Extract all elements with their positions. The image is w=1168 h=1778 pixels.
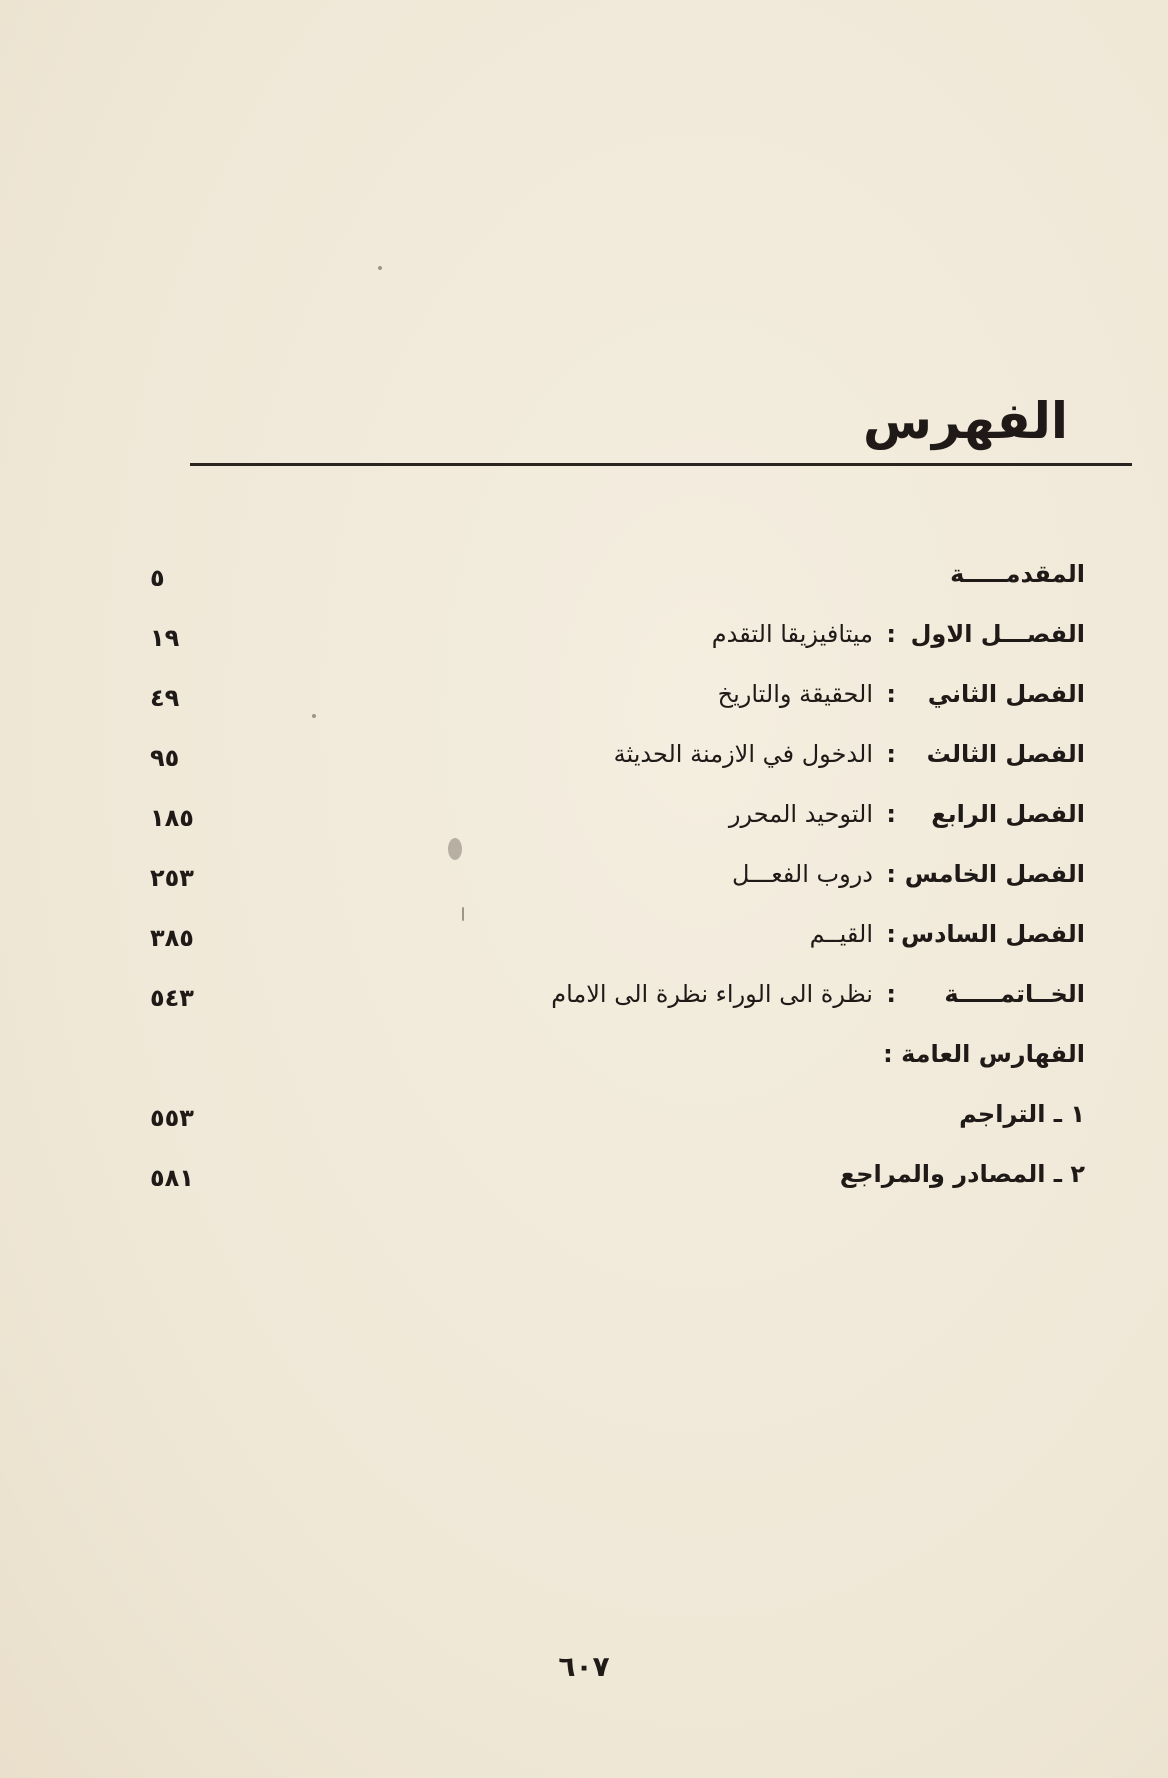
toc-entry-separator: : [886,800,896,828]
toc-entry-title: دروب الفعـــل [731,860,873,888]
toc-entry-title: التوحيد المحرر [728,800,873,828]
toc-entry-chapter-4 [0,800,1168,852]
toc-entry-page: ٥٨١ [150,1164,194,1192]
toc-entry-references [0,1160,1168,1212]
toc-entry-page: ٥٤٣ [150,984,194,1012]
toc-entry-title: نظرة الى الوراء نظرة الى الامام [551,980,873,1008]
toc-entry-chapter-6 [0,920,1168,972]
paper-speck [378,266,382,270]
toc-entry-label: الفصل الرابع [931,800,1085,828]
toc-entry-page: ٩٥ [150,744,180,772]
page-number: ٦٠٧ [558,1650,610,1683]
toc-entry-introduction [0,560,1168,612]
toc-entry-chapter-1 [0,620,1168,672]
toc-entry-label: ٢ ـ المصادر والمراجع [839,1160,1085,1188]
toc-entry-page: ٥٥٣ [150,1104,194,1132]
toc-entry-title: القيــم [809,920,873,948]
toc-entry-chapter-3 [0,740,1168,792]
toc-entry-separator: : [886,920,896,948]
toc-entry-label: الفصل السادس [900,920,1085,948]
toc-entry-label: الخــاتمـــــة [944,980,1085,1008]
toc-section-heading: الفهارس العامة : [883,1040,1085,1068]
toc-entry-chapter-2 [0,680,1168,732]
toc-entry-title: ميتافيزيقا التقدم [711,620,873,648]
toc-entry-title: الدخول في الازمنة الحديثة [613,740,873,768]
paper-stain [448,838,462,860]
toc-entry-title: الحقيقة والتاريخ [717,680,873,708]
toc-entry-page: ٤٩ [150,684,180,712]
paper-speck [462,907,464,921]
toc-entry-page: ١٩ [150,624,180,652]
paper-speck [312,714,316,718]
toc-entry-label: الفصل الثالث [926,740,1085,768]
title-divider [190,463,1132,466]
toc-entry-separator: : [886,980,896,1008]
toc-entry-page: ٣٨٥ [150,924,194,952]
toc-entry-separator: : [886,680,896,708]
toc-entry-separator: : [886,740,896,768]
toc-entry-separator: : [886,860,896,888]
toc-entry-chapter-5 [0,860,1168,912]
toc-entry-label: الفصـــل الاول [910,620,1085,648]
toc-entry-page: ٢٥٣ [150,864,194,892]
toc-entry-page: ١٨٥ [150,804,194,832]
toc-entry-label: الفصل الخامس [904,860,1085,888]
toc-section-general-indexes [0,1040,1168,1092]
toc-entry-label: الفصل الثاني [927,680,1085,708]
toc-entry-label: المقدمـــــة [950,560,1085,588]
toc-entry-separator: : [886,620,896,648]
toc-entry-label: ١ ـ التراجم [959,1100,1085,1128]
page-title: الفهرس [862,392,1068,450]
toc-entry-biographies [0,1100,1168,1152]
toc-entry-conclusion [0,980,1168,1032]
toc-entry-page: ٥ [150,564,165,592]
